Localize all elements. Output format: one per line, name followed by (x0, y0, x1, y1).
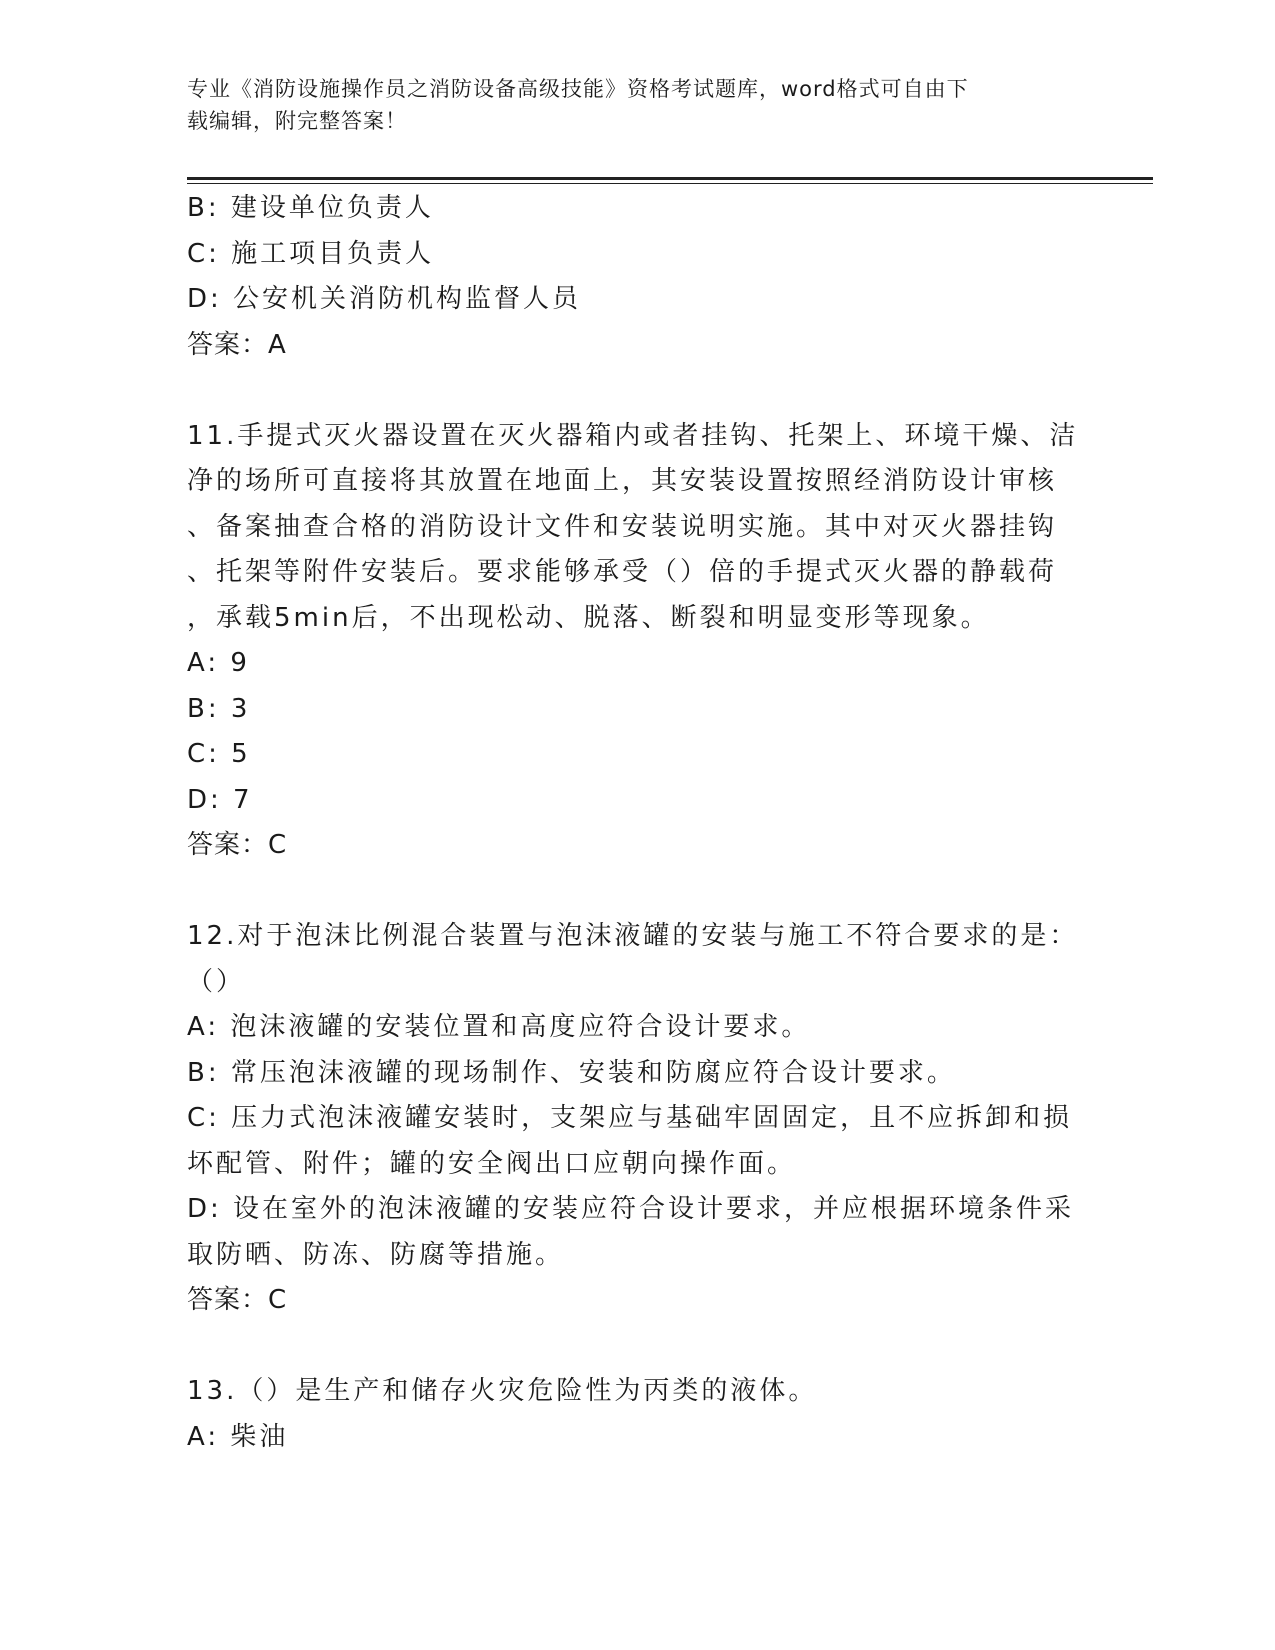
question-text-line: 12.对于泡沫比例混合装置与泡沫液罐的安装与施工不符合要求的是： (187, 921, 1079, 951)
option-c: C: 5 (187, 739, 251, 769)
spacer (187, 368, 1077, 414)
header-divider-thick (187, 177, 1153, 180)
option-d: D: 设在室外的泡沫液罐的安装应符合设计要求，并应根据环境条件采 (187, 1194, 1075, 1224)
question-11 (187, 414, 1077, 869)
question-text-line: ，承载5min后，不出现松动、脱落、断裂和明显变形等现象。 (187, 602, 990, 633)
option-a: A: 柴油 (187, 1421, 289, 1452)
option-d-continuation: 取防晒、防冻、防腐等措施。 (187, 1239, 565, 1270)
option-b: B: 3 (187, 693, 251, 724)
question-content (187, 186, 1077, 1460)
option-c: C: 压力式泡沫液罐安装时，支架应与基础牢固固定，且不应拆卸和损 (187, 1103, 1073, 1133)
question-text-line: 净的场所可直接将其放置在地面上，其安装设置按照经消防设计审核 (187, 466, 1058, 496)
question-12 (187, 914, 1077, 1324)
header-line-1: 专业《消防设施操作员之消防设备高级技能》资格考试题库，word格式可自由下 (187, 77, 969, 101)
question-10-tail (187, 186, 1077, 368)
option-a: A: 泡沫液罐的安装位置和高度应符合设计要求。 (187, 1012, 811, 1042)
option-c: C: 施工项目负责人 (187, 238, 435, 269)
option-b: B: 常压泡沫液罐的现场制作、安装和防腐应符合设计要求。 (187, 1057, 956, 1088)
answer-line: 答案：C (187, 830, 288, 860)
option-d: D: 公安机关消防机构监督人员 (187, 284, 582, 314)
option-d: D: 7 (187, 784, 253, 815)
question-13 (187, 1369, 1077, 1460)
option-b: B: 建设单位负责人 (187, 193, 434, 223)
answer-line: 答案：A (187, 329, 287, 360)
question-text-line: 11.手提式灭火器设置在灭火器箱内或者挂钩、托架上、环境干燥、洁 (187, 420, 1079, 451)
option-a: A: 9 (187, 648, 250, 678)
spacer (187, 1324, 1077, 1370)
header-divider-thin (187, 183, 1153, 184)
question-text-line: 、备案抽查合格的消防设计文件和安装说明实施。其中对灭火器挂钩 (187, 511, 1058, 542)
page-header (187, 73, 1077, 137)
option-c-continuation: 坏配管、附件；罐的安全阀出口应朝向操作面。 (187, 1148, 797, 1179)
answer-line: 答案：C (187, 1285, 288, 1315)
header-line-2: 载编辑，附完整答案！ (187, 109, 407, 133)
question-text-line: 、托架等附件安装后。要求能够承受（）倍的手提式灭火器的静载荷 (187, 557, 1058, 587)
question-text-line: （） (187, 966, 246, 997)
spacer (187, 869, 1077, 915)
question-text-line: 13.（）是生产和储存火灾危险性为丙类的液体。 (187, 1376, 818, 1406)
